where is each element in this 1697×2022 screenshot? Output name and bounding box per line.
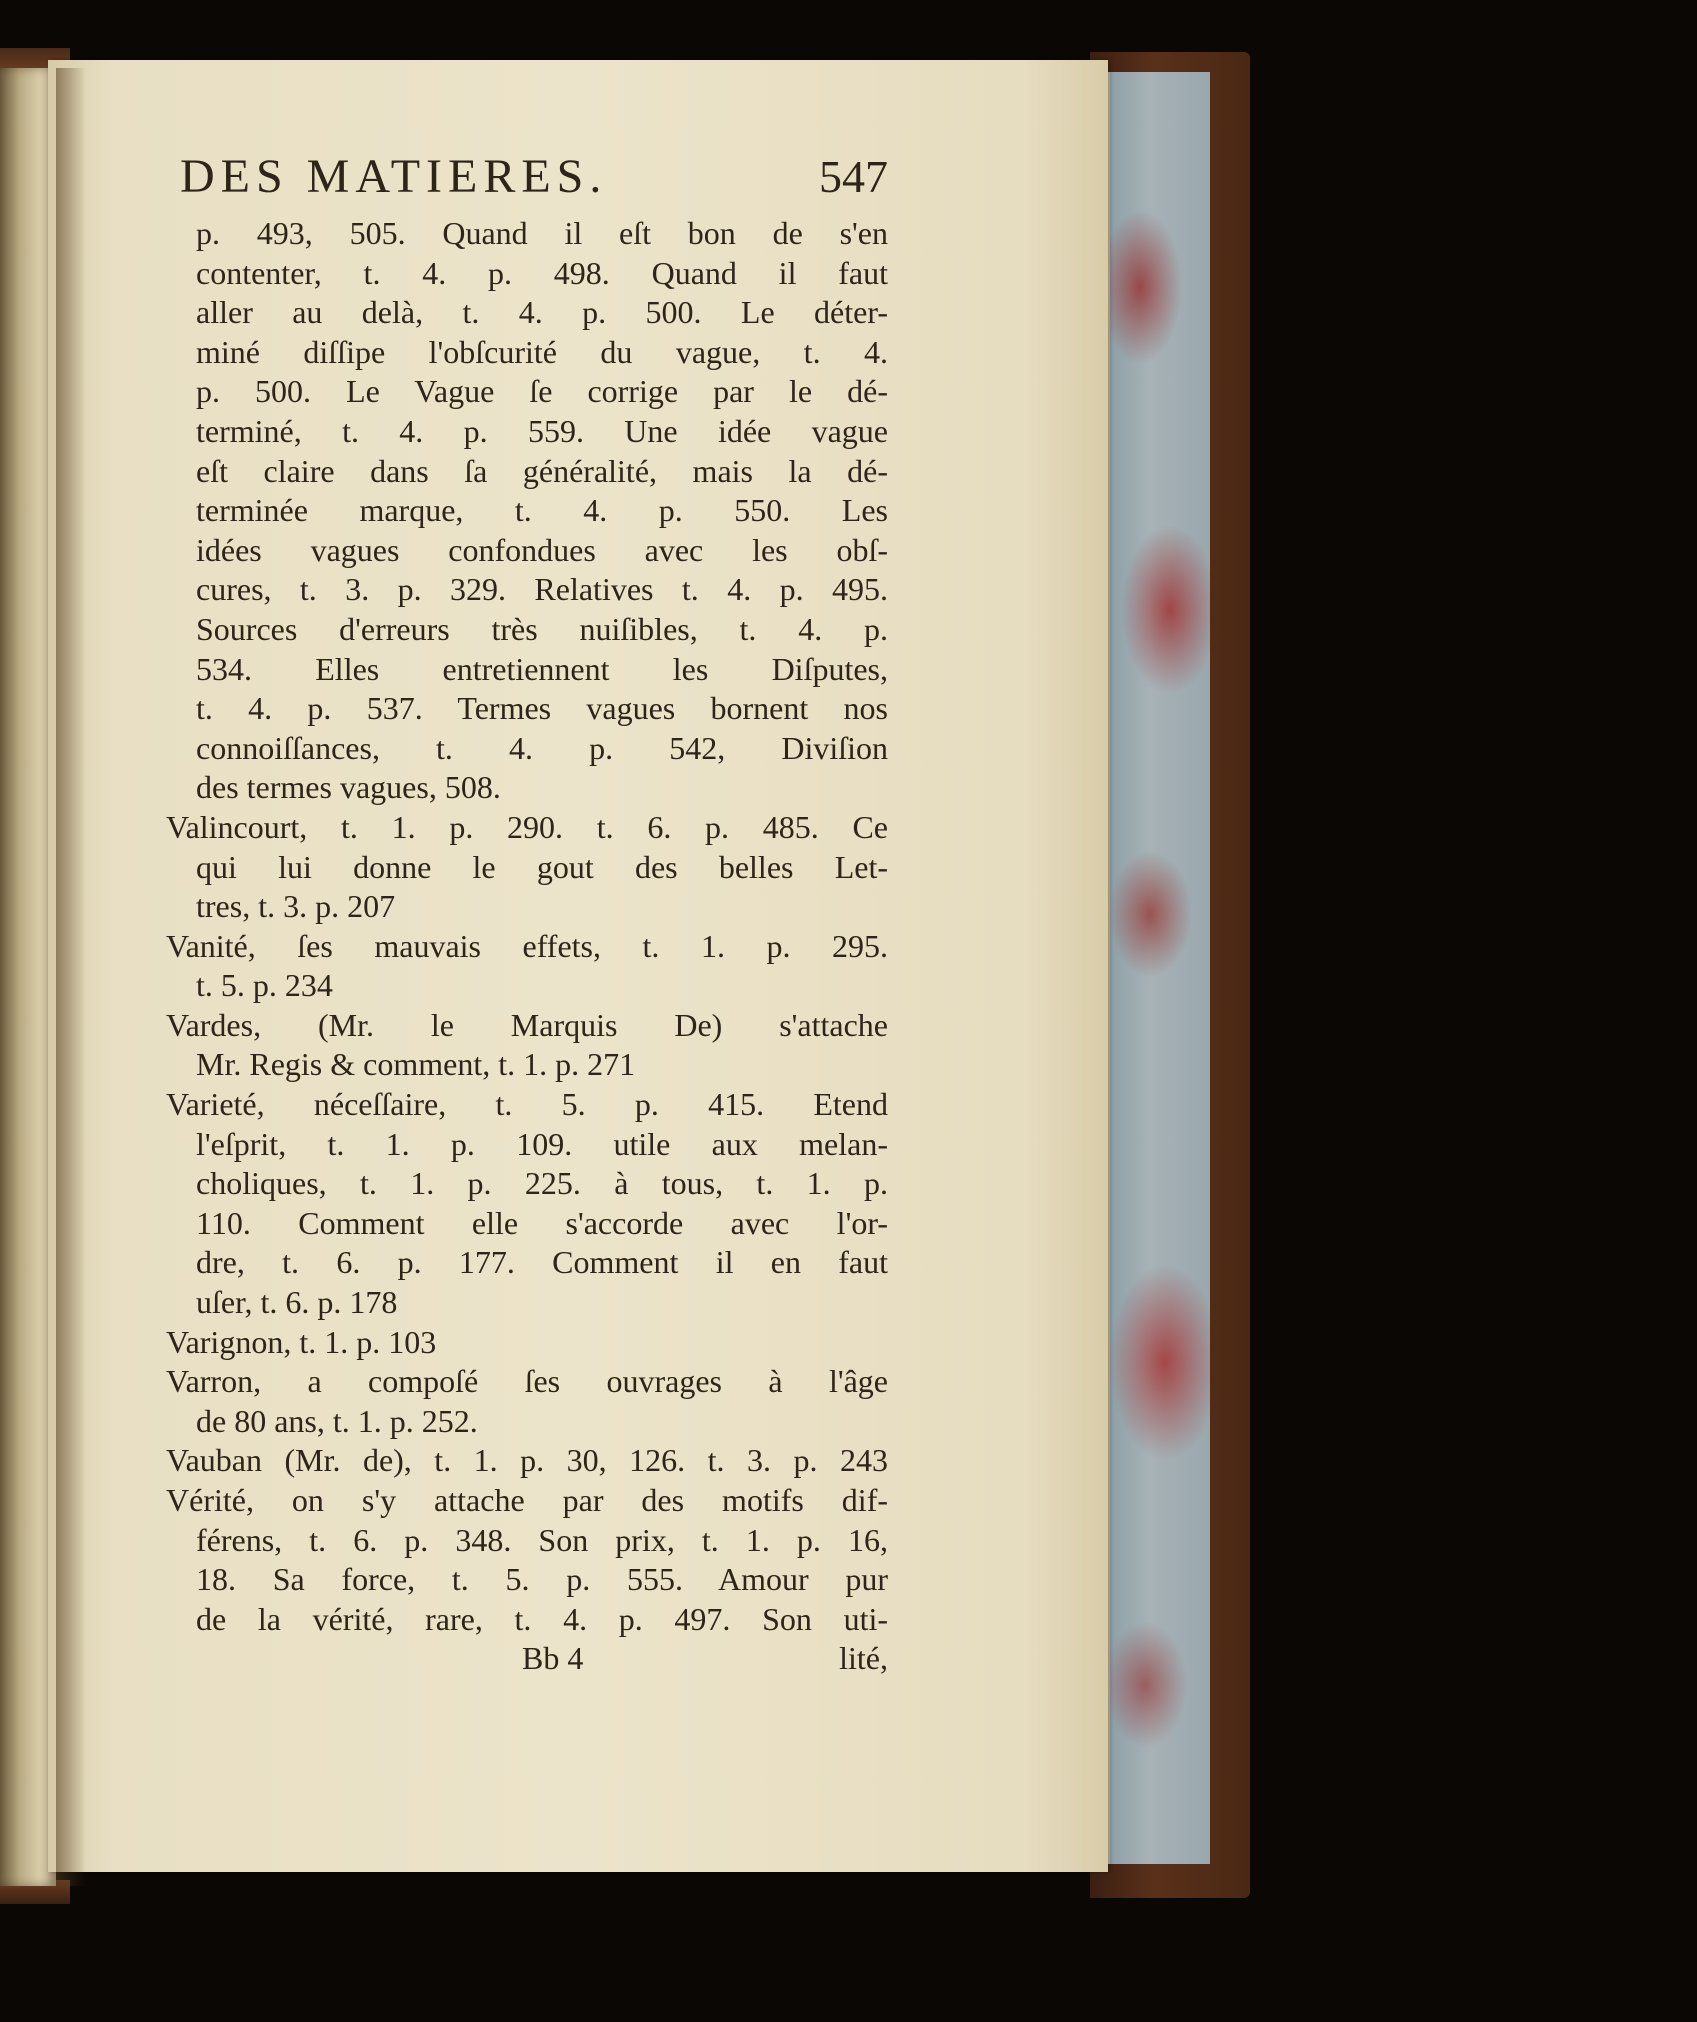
sprinkled-page-edges xyxy=(1108,72,1210,1864)
text-line: terminé, t. 4. p. 559. Une idée vague xyxy=(196,412,888,449)
page-number: 547 xyxy=(819,151,888,202)
text-line: idées vagues confondues avec les obſ- xyxy=(196,531,888,568)
text-line: l'eſprit, t. 1. p. 109. utile aux melan- xyxy=(196,1125,888,1162)
text-line: férens, t. 6. p. 348. Son prix, t. 1. p. 16, xyxy=(196,1521,888,1558)
text-line: Varieté, néceſſaire, t. 5. p. 415. Etend xyxy=(166,1086,888,1123)
text-line: uſer, t. 6. p. 178 xyxy=(196,1284,398,1321)
text-line: miné diſſipe l'obſcurité du vague, t. 4. xyxy=(196,333,888,370)
text-line: aller au delà, t. 4. p. 500. Le déter- xyxy=(196,294,888,331)
text-line: p. 493, 505. Quand il eſt bon de s'en xyxy=(196,215,888,251)
running-title: DES MATIERES. xyxy=(180,150,608,203)
page-footer xyxy=(166,1639,888,1679)
book-page xyxy=(48,60,1108,1872)
signature-mark: Bb 4 xyxy=(522,1640,584,1677)
text-line: qui lui donne le gout des belles Let- xyxy=(196,848,888,885)
text-line: connoiſſances, t. 4. p. 542, Diviſion xyxy=(196,729,888,766)
text-line: Mr. Regis & comment, t. 1. p. 271 xyxy=(196,1046,636,1083)
text-line: t. 5. p. 234 xyxy=(196,967,333,1004)
page-text-block xyxy=(166,142,888,1679)
text-line: eſt claire dans ſa généralité, mais la dé- xyxy=(196,452,888,489)
text-line: Vanité, ſes mauvais effets, t. 1. p. 295. xyxy=(166,927,888,964)
text-line: de 80 ans, t. 1. p. 252. xyxy=(196,1402,478,1439)
text-line: t. 4. p. 537. Termes vagues bornent nos xyxy=(196,690,888,727)
text-line: contenter, t. 4. p. 498. Quand il faut xyxy=(196,254,888,291)
running-head xyxy=(166,142,888,212)
text-line: Sources d'erreurs très nuiſibles, t. 4. p. xyxy=(196,610,888,647)
text-line: terminée marque, t. 4. p. 550. Les xyxy=(196,492,888,529)
text-line: 18. Sa force, t. 5. p. 555. Amour pur xyxy=(196,1561,888,1598)
text-line: tres, t. 3. p. 207 xyxy=(196,888,396,925)
text-line: Varron, a compoſé ſes ouvrages à l'âge xyxy=(166,1363,888,1400)
text-line: Varignon, t. 1. p. 103 xyxy=(166,1323,437,1360)
text-line: de la vérité, rare, t. 4. p. 497. Son uti- xyxy=(196,1600,888,1637)
text-line: p. 500. Le Vague ſe corrige par le dé- xyxy=(196,373,888,410)
index-entries xyxy=(166,214,888,1639)
text-line: Valincourt, t. 1. p. 290. t. 6. p. 485. Ce xyxy=(166,808,888,845)
text-line: choliques, t. 1. p. 225. à tous, t. 1. p. xyxy=(196,1165,888,1202)
catchword: lité, xyxy=(839,1640,888,1677)
gutter-shadow xyxy=(56,68,86,1886)
text-line: cures, t. 3. p. 329. Relatives t. 4. p. 495. xyxy=(196,571,888,608)
text-line: Vérité, on s'y attache par des motifs dif- xyxy=(166,1482,888,1518)
text-line: 534. Elles entretiennent les Diſputes, xyxy=(196,650,888,687)
text-line: 110. Comment elle s'accorde avec l'or- xyxy=(196,1204,888,1241)
text-line: Vauban (Mr. de), t. 1. p. 30, 126. t. 3. p. 243 xyxy=(166,1442,888,1479)
text-line: Vardes, (Mr. le Marquis De) s'attache xyxy=(166,1006,888,1043)
text-line: dre, t. 6. p. 177. Comment il en faut xyxy=(196,1244,888,1281)
text-line: des termes vagues, 508. xyxy=(196,769,501,806)
